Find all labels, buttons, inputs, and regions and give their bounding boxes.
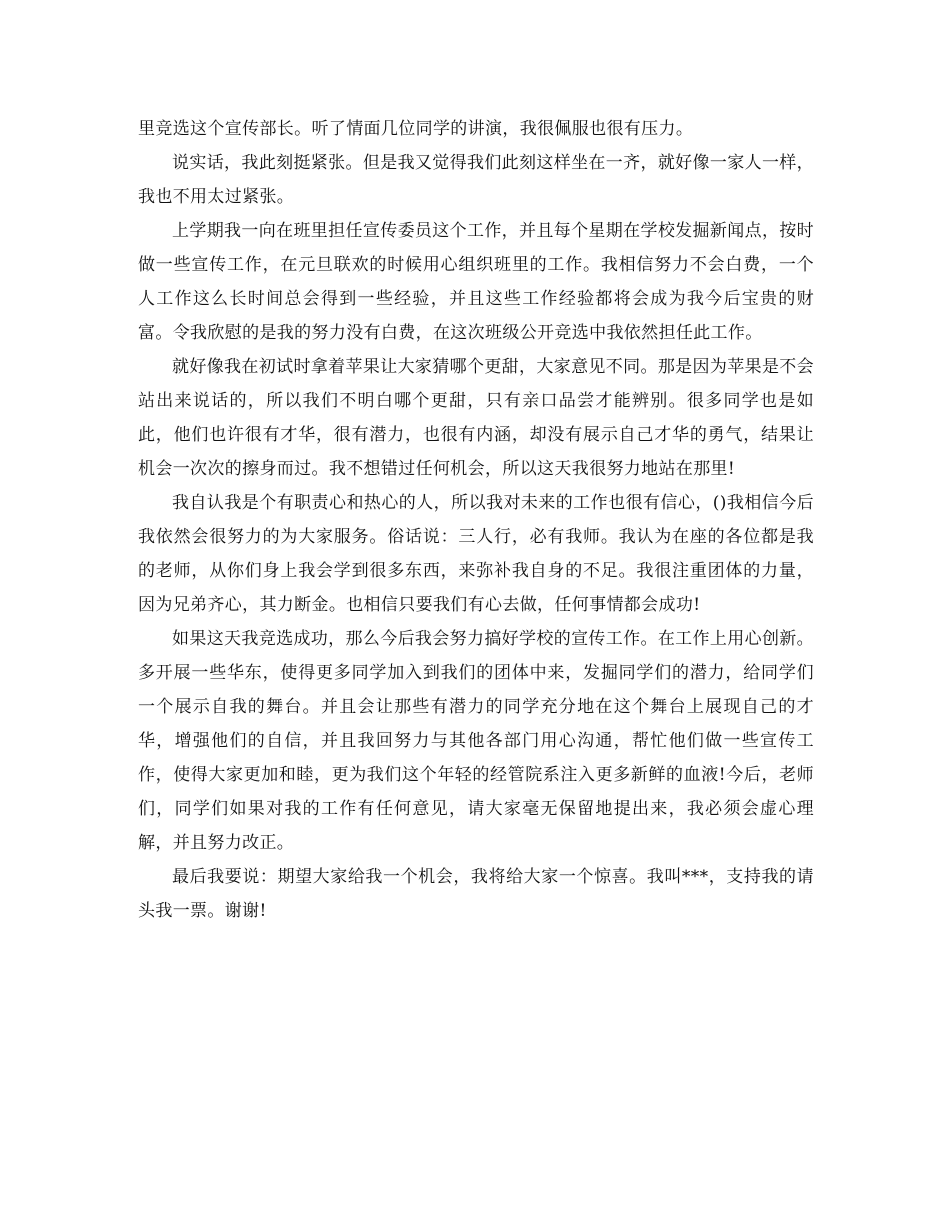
paragraph-apple-analogy: 就好像我在初试时拿着苹果让大家猜哪个更甜，大家意见不同。那是因为苹果是不会站出来说话的，所以我们不明白哪个更甜，只有亲口品尝才能辨别。很多同学也是如此，他们也许很有才华，很有潜力，也很有内涵，却没有展示自己才华的勇气，结果让机会一次次的擦身而过。我不想错过任何机会，所以这天我很努力地站在那里! (138, 357, 814, 479)
document-body (138, 112, 814, 928)
paragraph-nervousness: 说实话，我此刻挺紧张。但是我又觉得我们此刻这样坐在一齐，就好像一家人一样，我也不用太过紧张。 (138, 153, 814, 207)
paragraph-past-experience: 上学期我一向在班里担任宣传委员这个工作，并且每个星期在学校发掘新闻点，按时做一些宣传工作，在元旦联欢的时候用心组织班里的工作。我相信努力不会白费，一个人工作这么长时间总会得到一些经验，并且这些工作经验都将会成为我今后宝贵的财富。令我欣慰的是我的努力没有白费，在这次班级公开竞选中我依然担任此工作。 (138, 221, 814, 343)
paragraph-closing: 最后我要说：期望大家给我一个机会，我将给大家一个惊喜。我叫***，支持我的请头我一票。谢谢! (138, 867, 814, 921)
paragraph-plans: 如果这天我竞选成功，那么今后我会努力搞好学校的宣传工作。在工作上用心创新。多开展一些华东，使得更多同学加入到我们的团体中来，发掘同学们的潜力，给同学们一个展示自我的舞台。并且会让那些有潜力的同学充分地在这个舞台上展现自己的才华，增强他们的自信，并且我回努力与其他各部门用心沟通，帮忙他们做一些宣传工作，使得大家更加和睦，更为我们这个年轻的经管院系注入更多新鲜的血液!今后，老师们，同学们如果对我的工作有任何意见，请大家毫无保留地提出来，我必须会虚心理解，并且努力改正。 (138, 629, 814, 853)
paragraph-responsibility: 我自认我是个有职责心和热心的人，所以我对未来的工作也很有信心，()我相信今后我依然会很努力的为大家服务。俗话说：三人行，必有我师。我认为在座的各位都是我的老师，从你们身上我会学到很多东西，来弥补我自身的不足。我很注重团体的力量，因为兄弟齐心，其力断金。也相信只要我们有心去做，任何事情都会成功! (138, 493, 814, 615)
paragraph-continuation: 里竞选这个宣传部长。听了情面几位同学的讲演，我很佩服也很有压力。 (138, 119, 694, 139)
